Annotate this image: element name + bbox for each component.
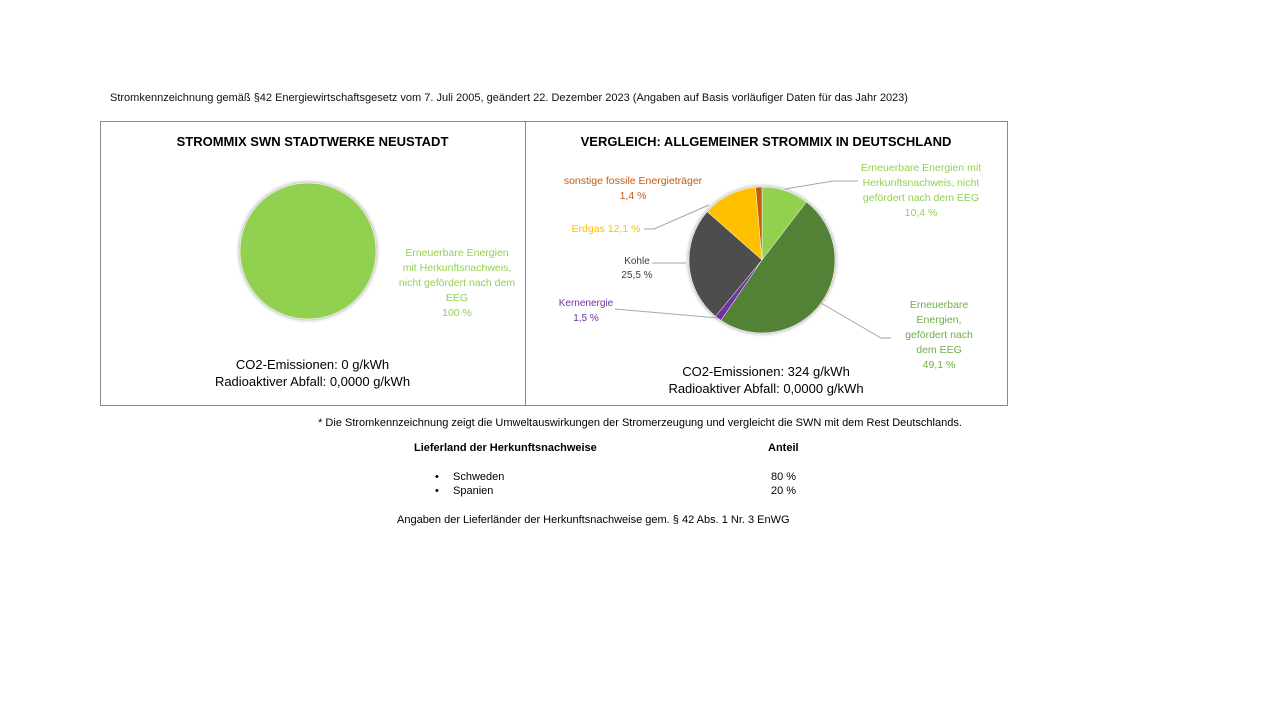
leader-ee-eeg — [821, 303, 891, 338]
pie-slice-0 — [240, 183, 376, 319]
bullet-1: • — [435, 471, 439, 483]
bullet-2: • — [435, 485, 439, 497]
left-label-line1: Erneuerbare Energien — [405, 247, 509, 259]
left-label-line2: mit Herkunftsnachweis, — [402, 262, 512, 274]
left-label-line3: nicht gefördert nach dem — [398, 277, 516, 289]
label-kohle-1: Kohle — [624, 256, 650, 267]
left-pie-chart — [100, 160, 525, 380]
origin-row-share: 20 % — [771, 485, 797, 497]
label-kohle-2: 25,5 % — [621, 270, 653, 281]
right-pie-chart — [526, 160, 1006, 390]
left-emissions — [100, 356, 525, 390]
left-chart-title: STROMMIX SWN STADTWERKE NEUSTADT — [176, 134, 449, 149]
left-co2: CO2-Emissionen: 0 g/kWh — [235, 357, 390, 372]
label-ee-eeg-2: Energien, — [916, 314, 962, 326]
label-ee-nh-4: 10,4 % — [904, 207, 938, 219]
origin-row-country: Schweden — [453, 471, 505, 483]
right-chart-title: VERGLEICH: ALLGEMEINER STROMMIX IN DEUTSCHLAND — [580, 134, 952, 149]
label-ee-nh-3: gefördert nach dem EEG — [862, 192, 980, 204]
label-ee-eeg-5: 49,1 % — [922, 359, 956, 371]
label-erdgas: Erdgas 12,1 % — [571, 223, 641, 235]
right-emissions — [625, 363, 907, 397]
origin-share-header: Anteil — [768, 442, 799, 454]
label-kern-1: Kernenergie — [558, 298, 614, 309]
source-note: Angaben der Lieferländer der Herkunftsnachweise gem. § 42 Abs. 1 Nr. 3 EnWG — [397, 514, 790, 526]
right-co2: CO2-Emissionen: 324 g/kWh — [682, 364, 850, 379]
label-ee-eeg-3: gefördert nach — [905, 329, 973, 341]
label-kern-2: 1,5 % — [573, 313, 599, 324]
left-label-line4: EEG — [445, 292, 469, 304]
leader-ee-nh — [785, 181, 858, 189]
origin-row-country: Spanien — [453, 485, 494, 497]
label-ee-eeg-1: Erneuerbare — [909, 299, 969, 311]
label-sonstige-1: sonstige fossile Energieträger — [563, 175, 703, 187]
left-label-pct: 100 % — [442, 307, 472, 319]
header-note: Stromkennzeichnung gemäß §42 Energiewirtschaftsgesetz vom 7. Juli 2005, geändert 22. Dezember 2023 (Angaben auf Basis vorläufiger Daten für das Jahr 2023) — [110, 92, 908, 104]
left-waste: Radioaktiver Abfall: 0,0000 g/kWh — [214, 374, 411, 389]
origin-country-header: Lieferland der Herkunftsnachweise — [414, 442, 597, 454]
label-sonstige-2: 1,4 % — [619, 190, 647, 202]
right-waste: Radioaktiver Abfall: 0,0000 g/kWh — [668, 381, 864, 396]
label-ee-nh-1: Erneuerbare Energien mit — [860, 162, 982, 174]
origin-row-share: 80 % — [771, 471, 797, 483]
footnote: * Die Stromkennzeichnung zeigt die Umweltauswirkungen der Stromerzeugung und vergleicht die SWN mit dem Rest Deutschlands. — [318, 417, 962, 429]
label-ee-nh-2: Herkunftsnachweis, nicht — [862, 177, 980, 189]
label-ee-eeg-4: dem EEG — [916, 344, 962, 356]
leader-kern — [615, 309, 718, 318]
